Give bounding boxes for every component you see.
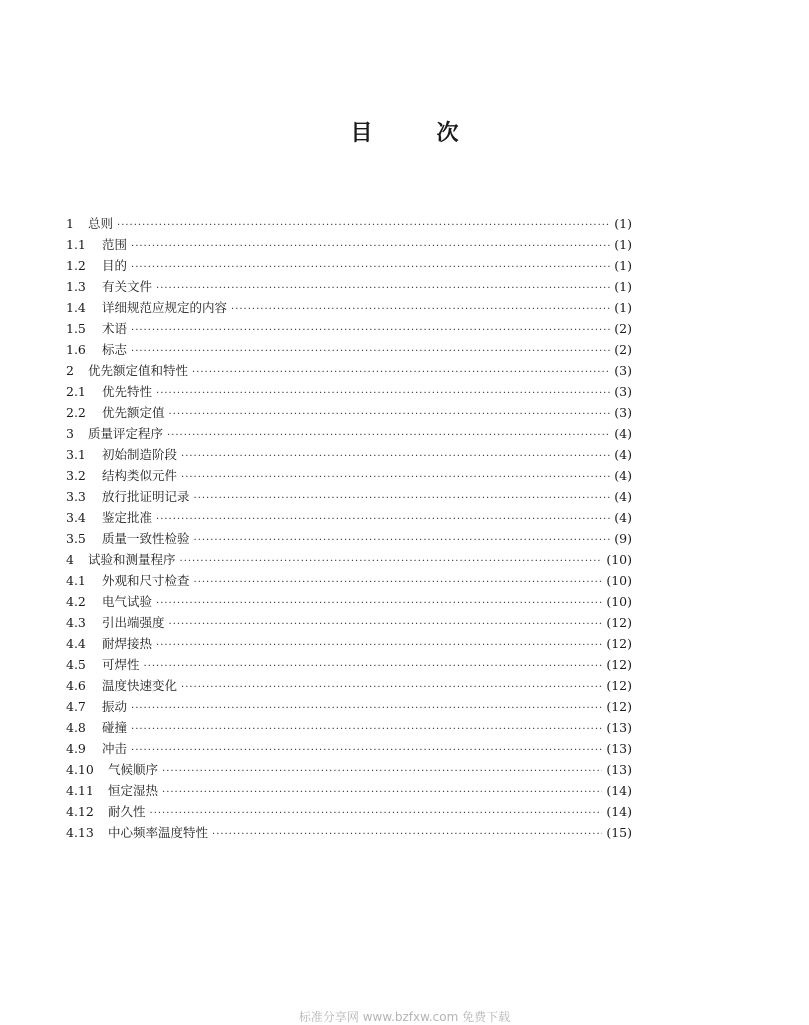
- toc-entry-number: 4.9: [66, 741, 86, 756]
- toc-entry-label: 优先额定值和特性: [88, 363, 189, 378]
- toc-entry-number: 1.6: [66, 342, 86, 357]
- toc-leader-dots: [131, 320, 610, 341]
- toc-leader-dots: [117, 215, 610, 236]
- toc-leader-dots: [156, 593, 602, 614]
- toc-entry-label: 耐焊接热: [102, 636, 153, 651]
- toc-entry-label: 标志: [102, 342, 128, 357]
- toc-leader-dots: [194, 530, 611, 551]
- toc-entry[interactable]: [66, 360, 632, 381]
- toc-entry-label: 结构类似元件: [102, 468, 178, 483]
- toc-leader-dots: [131, 698, 602, 719]
- toc-entry-page: (10): [606, 573, 632, 588]
- title-char-2: 次: [436, 120, 459, 146]
- toc-leader-dots: [169, 404, 611, 425]
- toc-entry-page: (1): [614, 300, 632, 315]
- toc-leader-dots: [192, 362, 610, 383]
- toc-entry[interactable]: [66, 381, 632, 402]
- toc-leader-dots: [131, 257, 610, 278]
- toc-entry[interactable]: [66, 801, 632, 822]
- toc-entry[interactable]: [66, 297, 632, 318]
- toc-leader-dots: [194, 488, 611, 509]
- toc-entry-label: 初始制造阶段: [102, 447, 178, 462]
- toc-entry-number: 4.11: [66, 783, 94, 798]
- toc-leader-dots: [131, 341, 610, 362]
- toc-entry-page: (10): [606, 552, 632, 567]
- toc-entry[interactable]: [66, 318, 632, 339]
- toc-entry[interactable]: [66, 549, 632, 570]
- toc-entry-number: 2.1: [66, 384, 86, 399]
- toc-entry-page: (3): [614, 384, 632, 399]
- toc-entry-page: (1): [614, 216, 632, 231]
- toc-entry-label: 振动: [102, 699, 128, 714]
- toc-entry-number: 3.2: [66, 468, 86, 483]
- toc-entry-label: 温度快速变化: [102, 678, 178, 693]
- toc-entry-label: 冲击: [102, 741, 128, 756]
- toc-entry-number: 3.4: [66, 510, 86, 525]
- toc-entry[interactable]: [66, 444, 632, 465]
- toc-entry[interactable]: [66, 759, 632, 780]
- toc-entry-label: 可焊性: [102, 657, 140, 672]
- toc-entry-page: (4): [614, 489, 632, 504]
- toc-entry[interactable]: [66, 255, 632, 276]
- toc-leader-dots: [181, 446, 610, 467]
- toc-entry-page: (12): [606, 699, 632, 714]
- toc-entry[interactable]: [66, 528, 632, 549]
- toc-entry-number: 4.2: [66, 594, 86, 609]
- toc-entry-label: 质量一致性检验: [102, 531, 190, 546]
- toc-entry-label: 耐久性: [108, 804, 146, 819]
- toc-entry-label: 放行批证明记录: [102, 489, 190, 504]
- toc-entry-number: 4.4: [66, 636, 86, 651]
- toc-leader-dots: [194, 572, 603, 593]
- toc-entry[interactable]: [66, 486, 632, 507]
- toc-leader-dots: [169, 614, 603, 635]
- toc-entry[interactable]: [66, 633, 632, 654]
- toc-entry-number: 2: [66, 363, 74, 378]
- toc-entry-number: 4.7: [66, 699, 86, 714]
- toc-entry-page: (14): [606, 783, 632, 798]
- toc-entry[interactable]: [66, 507, 632, 528]
- toc-entry-page: (12): [606, 657, 632, 672]
- toc-entry[interactable]: [66, 654, 632, 675]
- toc-entry-number: 4.3: [66, 615, 86, 630]
- toc-entry-page: (12): [606, 636, 632, 651]
- toc-leader-dots: [156, 278, 610, 299]
- toc-entry[interactable]: [66, 570, 632, 591]
- toc-leader-dots: [181, 467, 610, 488]
- toc-entry-number: 4.10: [66, 762, 94, 777]
- toc-entry-number: 3.5: [66, 531, 86, 546]
- toc-entry-page: (10): [606, 594, 632, 609]
- toc-leader-dots: [131, 719, 602, 740]
- toc-leader-dots: [181, 677, 602, 698]
- toc-entry-label: 质量评定程序: [88, 426, 164, 441]
- toc-entry-label: 有关文件: [102, 279, 153, 294]
- toc-entry-label: 目的: [102, 258, 128, 273]
- toc-leader-dots: [212, 824, 602, 845]
- toc-entry-number: 1: [66, 216, 74, 231]
- toc-entry-label: 气候顺序: [108, 762, 159, 777]
- toc-entry[interactable]: [66, 213, 632, 234]
- toc-entry-label: 范围: [102, 237, 128, 252]
- toc-entry-number: 4.6: [66, 678, 86, 693]
- toc-leader-dots: [156, 635, 602, 656]
- toc-entry-page: (4): [614, 468, 632, 483]
- toc-entry[interactable]: [66, 717, 632, 738]
- toc-entry-page: (3): [614, 363, 632, 378]
- toc-leader-dots: [150, 803, 603, 824]
- toc-entry-label: 术语: [102, 321, 128, 336]
- toc-entry-number: 3.1: [66, 447, 86, 462]
- toc-entry-number: 4.8: [66, 720, 86, 735]
- toc-entry-number: 4.5: [66, 657, 86, 672]
- toc-entry-number: 4: [66, 552, 74, 567]
- toc-entry-page: (12): [606, 615, 632, 630]
- toc-leader-dots: [131, 236, 610, 257]
- title-char-1: 目: [350, 120, 373, 146]
- toc-entry-page: (12): [606, 678, 632, 693]
- toc-entry-page: (1): [614, 279, 632, 294]
- toc-entry-page: (2): [614, 321, 632, 336]
- toc-entry-page: (13): [606, 762, 632, 777]
- toc-entry-page: (15): [606, 825, 632, 840]
- table-of-contents: [66, 213, 632, 843]
- toc-entry[interactable]: [66, 738, 632, 759]
- toc-entry-page: (1): [614, 258, 632, 273]
- toc-entry-label: 优先特性: [102, 384, 153, 399]
- toc-leader-dots: [144, 656, 603, 677]
- toc-entry-label: 引出端强度: [102, 615, 165, 630]
- page-title: [0, 116, 809, 147]
- toc-leader-dots: [180, 551, 603, 572]
- toc-entry[interactable]: [66, 675, 632, 696]
- toc-entry[interactable]: [66, 822, 632, 843]
- toc-entry-number: 4.12: [66, 804, 94, 819]
- toc-entry[interactable]: [66, 591, 632, 612]
- toc-entry-number: 4.13: [66, 825, 94, 840]
- toc-entry-label: 总则: [88, 216, 114, 231]
- toc-entry-label: 优先额定值: [102, 405, 165, 420]
- toc-entry-label: 鉴定批准: [102, 510, 153, 525]
- toc-leader-dots: [156, 383, 610, 404]
- toc-leader-dots: [231, 299, 610, 320]
- toc-entry-label: 中心频率温度特性: [108, 825, 209, 840]
- toc-entry-page: (4): [614, 447, 632, 462]
- toc-entry-label: 电气试验: [102, 594, 153, 609]
- toc-entry-page: (3): [614, 405, 632, 420]
- toc-leader-dots: [156, 509, 610, 530]
- toc-entry[interactable]: [66, 696, 632, 717]
- toc-entry[interactable]: [66, 780, 632, 801]
- toc-entry-number: 1.4: [66, 300, 86, 315]
- toc-entry-number: 2.2: [66, 405, 86, 420]
- footer-watermark: 标准分享网 www.bzfxw.com 免费下载: [298, 1010, 511, 1024]
- toc-entry-number: 3: [66, 426, 74, 441]
- toc-entry-label: 试验和测量程序: [88, 552, 176, 567]
- toc-entry[interactable]: [66, 234, 632, 255]
- toc-entry-number: 1.5: [66, 321, 86, 336]
- toc-entry-number: 1.1: [66, 237, 86, 252]
- toc-entry[interactable]: [66, 423, 632, 444]
- toc-entry-label: 外观和尺寸检查: [102, 573, 190, 588]
- toc-entry-page: (13): [606, 741, 632, 756]
- toc-entry[interactable]: [66, 465, 632, 486]
- toc-entry-number: 1.2: [66, 258, 86, 273]
- toc-entry-label: 详细规范应规定的内容: [102, 300, 228, 315]
- toc-entry-page: (4): [614, 510, 632, 525]
- toc-entry[interactable]: [66, 612, 632, 633]
- toc-entry-page: (1): [614, 237, 632, 252]
- toc-entry[interactable]: [66, 339, 632, 360]
- toc-leader-dots: [162, 782, 602, 803]
- toc-entry[interactable]: [66, 402, 632, 423]
- toc-entry-page: (9): [614, 531, 632, 546]
- toc-entry-page: (2): [614, 342, 632, 357]
- toc-entry-label: 碰撞: [102, 720, 128, 735]
- toc-entry-page: (13): [606, 720, 632, 735]
- toc-leader-dots: [131, 740, 602, 761]
- toc-entry-page: (14): [606, 804, 632, 819]
- toc-entry[interactable]: [66, 276, 632, 297]
- toc-entry-page: (4): [614, 426, 632, 441]
- toc-leader-dots: [162, 761, 602, 782]
- toc-entry-number: 1.3: [66, 279, 86, 294]
- toc-entry-number: 3.3: [66, 489, 86, 504]
- toc-leader-dots: [167, 425, 610, 446]
- toc-entry-label: 恒定湿热: [108, 783, 159, 798]
- toc-entry-number: 4.1: [66, 573, 86, 588]
